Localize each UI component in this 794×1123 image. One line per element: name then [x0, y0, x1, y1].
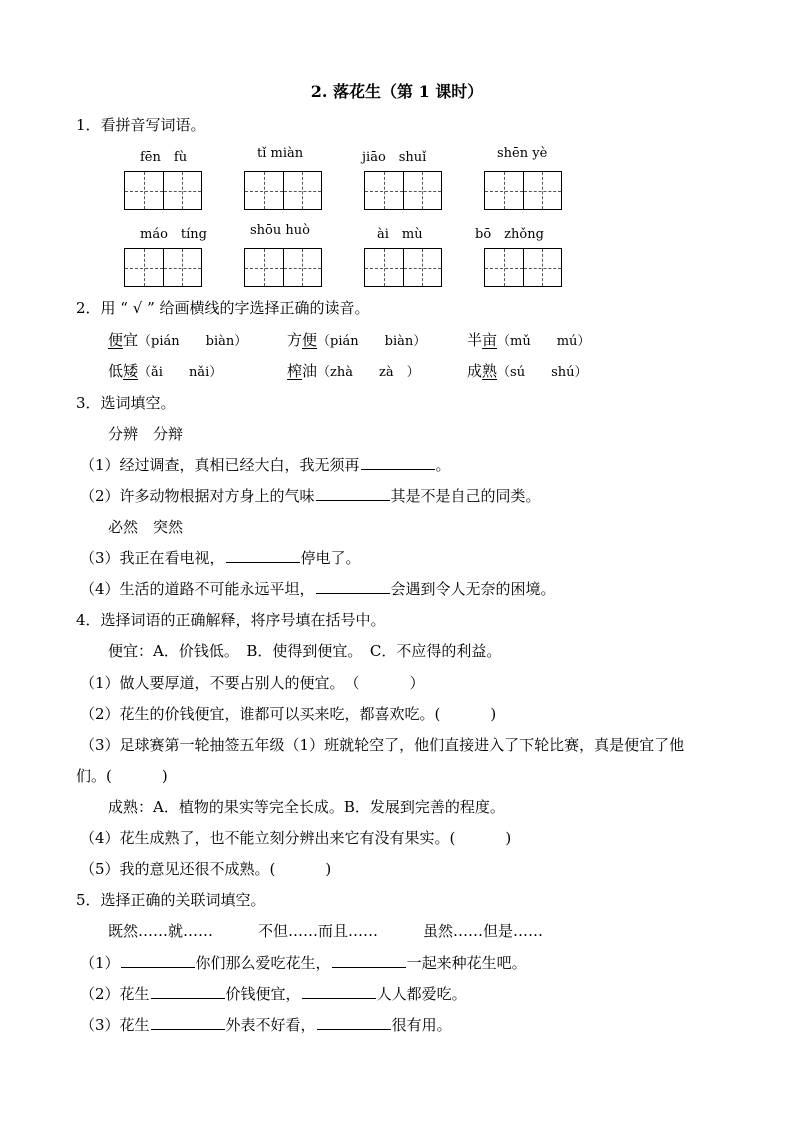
writing-grid-6[interactable]: [244, 248, 322, 287]
pinyin-2: tǐ miàn: [257, 146, 304, 161]
answer-blank[interactable]: [317, 1015, 391, 1030]
q3-word-options-2: 必然 突然: [108, 518, 184, 536]
answer-blank[interactable]: [121, 953, 195, 968]
q3-sentence-2: （2）许多动物根据对方身上的气味 其是不是自己的同类。: [80, 487, 541, 505]
pinyin-7: ài mù: [377, 227, 423, 242]
answer-blank[interactable]: [226, 548, 300, 563]
question-2-heading: 2．用 “ √ ” 给画横线的字选择正确的读音。: [76, 299, 370, 317]
q2-item-1[interactable]: 便宜（pián biàn）: [108, 331, 248, 349]
q3-sentence-3: （3）我正在看电视， 停电了。: [80, 549, 361, 567]
q4-sentence-1: （1）做人要厚道，不要占别人的便宜。 （ ）: [80, 674, 425, 692]
pinyin-6: shōu huò: [250, 223, 310, 238]
q2-item-4[interactable]: 低矮（ǎi nǎi）: [108, 362, 223, 380]
writing-grid-8[interactable]: [484, 248, 562, 287]
answer-blank[interactable]: [361, 455, 435, 470]
q4-sentence-3: （3）足球赛第一轮抽签五年级（1）班就轮空了，他们直接进入了下轮比赛，真是便宜了他: [80, 736, 685, 754]
answer-blank[interactable]: [316, 579, 390, 594]
q5-sentence-3: （3）花生 外表不好看， 很有用。: [80, 1016, 452, 1034]
q3-sentence-4: （4）生活的道路不可能永远平坦， 会遇到令人无奈的困境。: [80, 580, 556, 598]
answer-blank[interactable]: [151, 984, 225, 999]
q5-sentence-1: （1） 你们那么爱吃花生， 一起来种花生吧。: [80, 954, 527, 972]
q2-item-6[interactable]: 成熟（sú shú）: [467, 362, 588, 380]
writing-grid-5[interactable]: [124, 248, 202, 287]
q2-item-2[interactable]: 方便（pián biàn）: [287, 331, 427, 349]
answer-blank[interactable]: [151, 1015, 225, 1030]
question-1-heading: 1．看拼音写词语。: [76, 116, 206, 134]
writing-grid-2[interactable]: [244, 171, 322, 210]
pinyin-3: jiāo shuǐ: [362, 150, 427, 165]
q4-sentence-4: （4）花生成熟了，也不能立刻分辨出来它有没有果实。( ): [80, 829, 512, 847]
page-title: 2. 落花生（第 1 课时）: [310, 82, 484, 101]
q2-item-5[interactable]: 榨油（zhà zà ）: [287, 362, 420, 380]
q4-definition-1: 便宜：A．价钱低。 B．使得到便宜。 C．不应得的利益。: [108, 642, 502, 660]
q4-sentence-2: （2）花生的价钱便宜，谁都可以买来吃，都喜欢吃。( ): [80, 705, 497, 723]
pinyin-5: máo tíng: [140, 227, 207, 242]
pinyin-8: bō zhǒng: [475, 227, 544, 242]
q4-sentence-3-cont: 们。( ): [76, 767, 168, 785]
q4-sentence-5: （5）我的意见还很不成熟。( ): [80, 860, 332, 878]
writing-grid-7[interactable]: [364, 248, 442, 287]
answer-blank[interactable]: [332, 953, 406, 968]
q4-definition-2: 成熟：A．植物的果实等完全长成。B．发展到完善的程度。: [108, 798, 505, 816]
q3-sentence-1: （1）经过调查，真相已经大白，我无须再 。: [80, 456, 451, 474]
q5-conjunction-options: 既然……就…… 不但……而且…… 虽然……但是……: [108, 922, 544, 940]
q5-sentence-2: （2）花生 价钱便宜， 人人都爱吃。: [80, 985, 467, 1003]
writing-grid-3[interactable]: [364, 171, 442, 210]
q2-item-3[interactable]: 半亩（mǔ mú）: [467, 331, 591, 349]
answer-blank[interactable]: [316, 486, 390, 501]
question-3-heading: 3．选词填空。: [76, 394, 176, 412]
answer-blank[interactable]: [302, 984, 376, 999]
writing-grid-1[interactable]: [124, 171, 202, 210]
question-4-heading: 4．选择词语的正确解释，将序号填在括号中。: [76, 611, 386, 629]
question-5-heading: 5．选择正确的关联词填空。: [76, 891, 266, 909]
pinyin-4: shēn yè: [497, 146, 548, 161]
pinyin-1: fēn fù: [140, 150, 188, 165]
writing-grid-4[interactable]: [484, 171, 562, 210]
q3-word-options-1: 分辨 分辩: [108, 425, 184, 443]
